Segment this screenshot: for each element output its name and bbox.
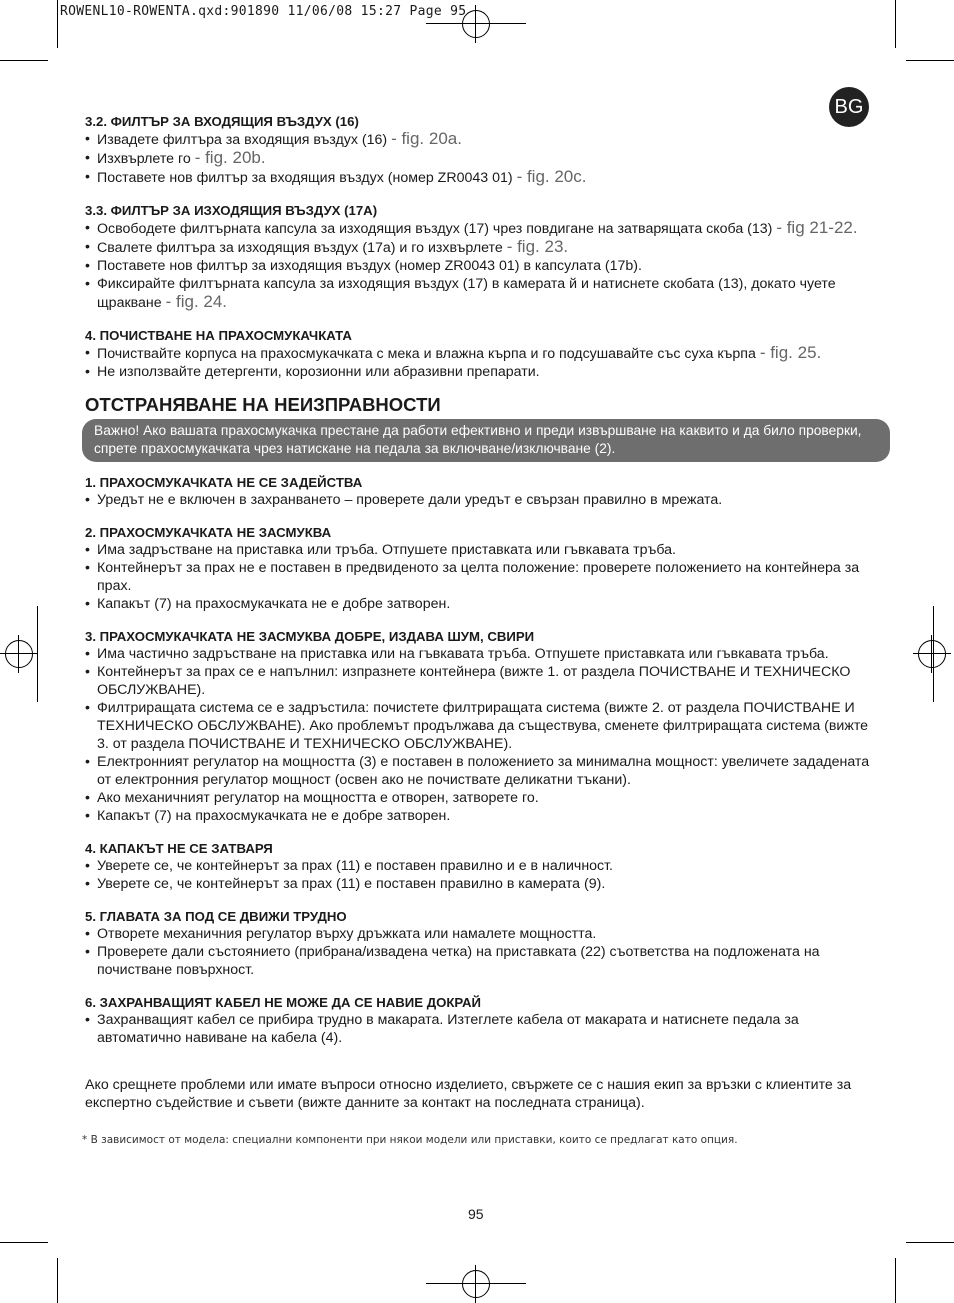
crop-mark	[895, 0, 896, 48]
crop-mark	[37, 606, 38, 702]
list-item: • Фиксирайте филтърната капсула за изходящия въздух (17) в камерата й и натиснете скобата (13), докато чуете щракване - fig. 24.	[85, 275, 875, 312]
problem-heading: 1. ПРАХОСМУКАЧКАТА НЕ СЕ ЗАДЕЙСТВА	[85, 475, 363, 490]
list-item: • Контейнерът за прах не е поставен в предвиденото за целта положение: проверете положението на контейнера за прах.	[85, 559, 875, 595]
list-item: • Има частично задръстване на приставка или на гъвкавата тръба. Отпушете приставката или гъвкавата тръба.	[85, 645, 875, 663]
page-number: 95	[468, 1206, 484, 1222]
page-content	[82, 114, 875, 1149]
list-item: • Освободете филтърната капсула за изходящия въздух (17) чрез повдигане на затварящата скоба (13) - fig 21-22.	[85, 219, 875, 238]
section-heading: 4. ПОЧИСТВАНЕ НА ПРАХОСМУКАЧКАТА	[85, 328, 352, 343]
list-item: • Електронният регулатор на мощността (3) е поставен в положението за минимална мощност: увеличете зададената от електронния регулатор мощност (освен ако не почиствате деликатни тъкани).	[85, 753, 875, 789]
crop-mark	[895, 1258, 896, 1303]
registration-mark	[0, 635, 38, 673]
crop-mark	[57, 0, 58, 48]
list-item: • Филтриращата система се е задръстила: почистете филтриращата система (вижте 2. от раздела ПОЧИСТВАНЕ И ТЕХНИЧЕСКО ОБСЛУЖВАНЕ). Ако проблемът продължава да съществува, сменете филтриращата система (вижте 3. от раздела ПОЧИСТВАНЕ И ТЕХНИЧЕСКО ОБСЛУЖВАНЕ).	[85, 699, 875, 753]
list-item: • Почиствайте корпуса на прахосмукачката с мека и влажна кърпа и го подсушавайте със суха кърпа - fig. 25.	[85, 344, 875, 363]
list-item: • Ако механичният регулатор на мощността е отворен, затворете го.	[85, 789, 875, 807]
list-item: • Има задръстване на приставка или тръба. Отпушете приставката или гъвкавата тръба.	[85, 541, 875, 559]
list-item: • Изхвърлете го - fig. 20b.	[85, 149, 875, 168]
list-item: • Не използвайте детергенти, корозионни или абразивни препарати.	[85, 363, 875, 381]
list-item: • Уверете се, че контейнерът за прах (11) е поставен правилно и е в наличност.	[85, 857, 875, 875]
registration-mark	[457, 1265, 495, 1303]
crop-mark	[0, 60, 48, 61]
contact-paragraph: Ако срещнете проблеми или имате въпроси относно изделието, свържете се с нашия екип за връзки с клиентите за експертно съдействие и съвети (вижте данните за контакт на последната страница).	[85, 1077, 852, 1111]
crop-mark	[0, 1242, 48, 1243]
registration-mark	[913, 635, 951, 673]
troubleshooting-title: ОТСТРАНЯВАНЕ НА НЕИЗПРАВНОСТИ	[85, 394, 441, 415]
list-item: • Свалете филтъра за изходящия въздух (17a) и го изхвърлете - fig. 23.	[85, 238, 875, 257]
problem-heading: 2. ПРАХОСМУКАЧКАТА НЕ ЗАСМУКВА	[85, 525, 332, 540]
list-item: • Уредът не е включен в захранването – проверете дали уредът е свързан правилно в мрежата.	[85, 491, 875, 509]
file-header: ROWENL10-ROWENTA.qxd:901890 11/06/08 15:27 Page 95	[60, 4, 467, 19]
crop-mark	[933, 606, 934, 702]
list-item: • Поставете нов филтър за входящия въздух (номер ZR0043 01) - fig. 20c.	[85, 168, 875, 187]
language-badge: BG	[829, 87, 869, 127]
list-item: • Контейнерът за прах се е напълнил: изпразнете контейнера (вижте 1. от раздела ПОЧИСТВАНЕ И ТЕХНИЧЕСКО ОБСЛУЖВАНЕ).	[85, 663, 875, 699]
list-item: • Уверете се, че контейнерът за прах (11) е поставен правилно в камерата (9).	[85, 875, 875, 893]
problem-heading: 4. КАПАКЪТ НЕ СЕ ЗАТВАРЯ	[85, 841, 273, 856]
registration-mark	[457, 5, 495, 43]
section-heading: 3.3. ФИЛТЪР ЗА ИЗХОДЯЩИЯ ВЪЗДУХ (17A)	[85, 203, 378, 218]
list-item: • Поставете нов филтър за изходящия въздух (номер ZR0043 01) в капсулата (17b).	[85, 257, 875, 275]
footnote: * В зависимост от модела: специални компоненти при някои модели или приставки, които се предлагат като опция.	[82, 1134, 738, 1146]
problem-heading: 5. ГЛАВАТА ЗА ПОД СЕ ДВИЖИ ТРУДНО	[85, 909, 347, 924]
list-item: • Капакът (7) на прахосмукачката не е добре затворен.	[85, 807, 875, 825]
list-item: • Извадете филтъра за входящия въздух (16) - fig. 20a.	[85, 130, 875, 149]
important-note: Важно! Ако вашата прахосмукачка престане да работи ефективно и преди извършване на каквито и да било проверки, спрете прахосмукачката чрез натискане на педала за включване/изключване (2).	[82, 419, 890, 462]
crop-mark	[906, 1242, 954, 1243]
problem-heading: 3. ПРАХОСМУКАЧКАТА НЕ ЗАСМУКВА ДОБРЕ, ИЗДАВА ШУМ, СВИРИ	[85, 629, 535, 644]
list-item: • Захранващият кабел се прибира трудно в макарата. Изтеглете кабела от макарата и натиснете педала за автоматично навиване на кабела (4).	[85, 1011, 875, 1047]
problem-heading: 6. ЗАХРАНВАЩИЯТ КАБЕЛ НЕ МОЖЕ ДА СЕ НАВИЕ ДОКРАЙ	[85, 995, 482, 1010]
section-heading: 3.2. ФИЛТЪР ЗА ВХОДЯЩИЯ ВЪЗДУХ (16)	[85, 114, 359, 129]
crop-mark	[906, 60, 954, 61]
list-item: • Капакът (7) на прахосмукачката не е добре затворен.	[85, 595, 875, 613]
list-item: • Проверете дали състоянието (прибрана/извадена четка) на приставката (22) съответства на подложената на почистване повърхност.	[85, 943, 875, 979]
crop-mark	[57, 1258, 58, 1303]
list-item: • Отворете механичния регулатор върху дръжката или намалете мощността.	[85, 925, 875, 943]
